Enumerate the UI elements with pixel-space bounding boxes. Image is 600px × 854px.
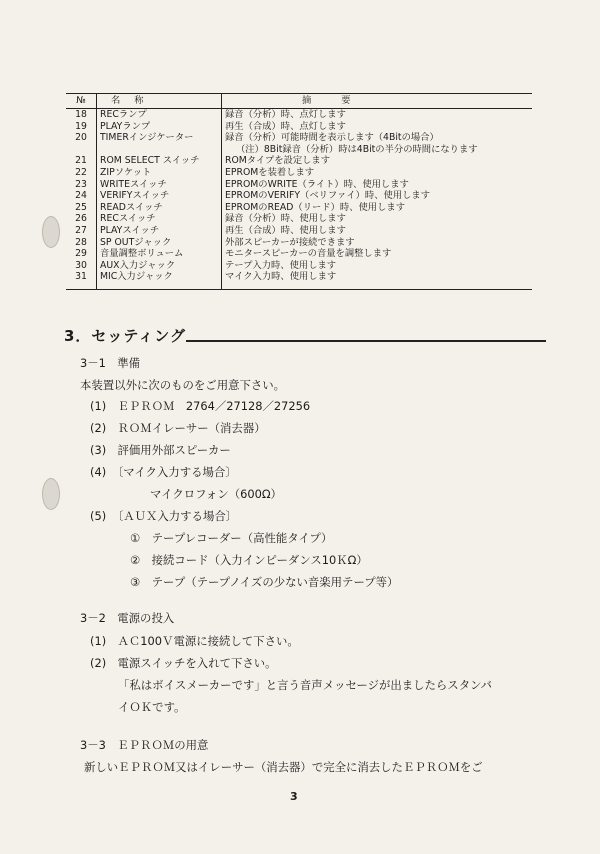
list-item: (1) ＡＣ100Ｖ電源に接続して下さい。 [90,634,299,648]
table-row: 25 READスイッチ EPROMのREAD（リード）時、使用します [66,202,532,214]
subsection-title: 3－1 準備 [80,356,141,370]
table-row: 21 ROM SELECT スイッチ ROMタイプを設定します [66,155,532,167]
list-item: ① テープレコーダー（高性能タイプ） [130,531,333,545]
list-item: ③ テープ（テープノイズの少ない音楽用テープ等） [130,575,399,589]
list-item: (2) ＲＯＭイレーサー（消去器） [90,421,266,435]
subsection-title: 3－3 ＥＰＲＯＭの用意 [80,738,209,752]
table-row: 26 RECスイッチ 録音（分析）時、使用します [66,213,532,225]
header-name: 名称 [97,94,222,109]
list-item: ② 接続コード（入力インピーダンス10ＫΩ） [130,553,368,567]
table-row: 24 VERIFYスイッチ EPROMのVERIFY（ベリファイ）時、使用します [66,190,532,202]
body-text: イＯＫです。 [118,700,186,714]
table-spacer [66,283,532,290]
table-row: 22 ZIPソケット EPROMを装着します [66,167,532,179]
heading-rule [186,340,546,342]
table-row: 19 PLAYランプ 再生（合成）時、点灯します [66,121,532,133]
list-item: (4) 〔マイク入力する場合〕 [90,465,237,479]
table-row: 23 WRITEスイッチ EPROMのWRITE（ライト）時、使用します [66,179,532,191]
table-row: （注）8Bit録音（分析）時は4Bitの半分の時間になります [66,144,532,156]
binder-hole [42,478,60,510]
list-item: (2) 電源スイッチを入れて下さい。 [90,656,277,670]
section-heading: 3．セッティング [64,327,186,345]
table-row: 29 音量調整ボリューム モニタースピーカーの音量を調整します [66,248,532,260]
page-number: 3 [290,790,298,803]
list-item: マイクロフォン（600Ω） [150,487,282,501]
header-no: № [66,94,97,109]
subsection-title: 3－2 電源の投入 [80,611,175,625]
table-row: 28 SP OUTジャック 外部スピーカーが接続できます [66,237,532,249]
body-text: 新しいＥＰＲＯＭ又はイレーサー（消去器）で完全に消去したＥＰＲＯＭをご [84,760,483,774]
header-summary: 摘要 [222,94,533,109]
intro-text: 本装置以外に次のものをご用意下さい。 [80,378,286,392]
table-row: 20 TIMERインジケーター 録音（分析）可能時間を表示します（4Bitの場合） [66,132,532,144]
body-text: 「私はボイスメーカーです」と言う音声メッセージが出ましたらスタンバ [118,678,493,692]
table-row: 31 MIC入力ジャック マイク入力時、使用します [66,271,532,283]
list-item: (5) 〔ＡＵＸ入力する場合〕 [90,509,238,523]
table-row: 30 AUX入力ジャック テープ入力時、使用します [66,260,532,272]
list-item: (3) 評価用外部スピーカー [90,443,231,457]
table-row: 18 RECランプ 録音（分析）時、点灯します [66,109,532,121]
binder-hole [42,216,60,248]
table-row: 27 PLAYスイッチ 再生（合成）時、使用します [66,225,532,237]
parts-table [66,93,532,290]
list-item: (1) ＥＰＲＯＭ 2764／27128／27256 [90,399,311,413]
